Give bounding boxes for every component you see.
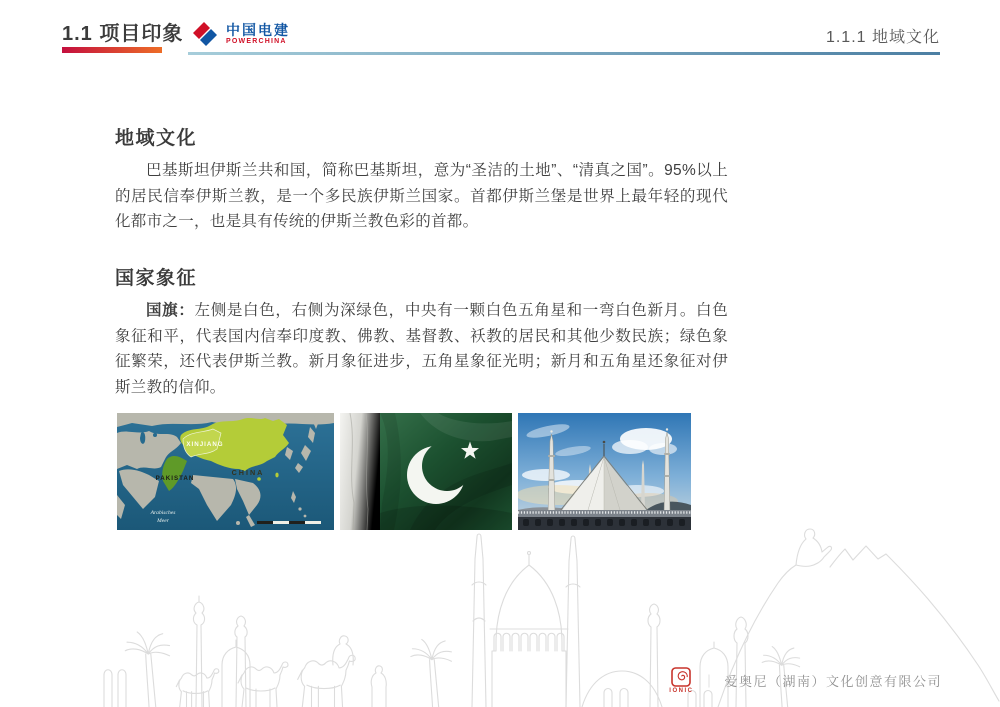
powerchina-logo-icon — [190, 19, 220, 49]
footer-brand — [669, 667, 942, 694]
paragraph-regional-culture: 巴基斯坦伊斯兰共和国，简称巴基斯坦，意为“圣洁的土地”、“清真之国”。95%以上的居民信奉伊斯兰教，是一个多民族伊斯兰国家。首都伊斯兰堡是世界上最年轻的现代化都市之一，也是具有传统的伊斯兰教色彩的首都。 — [115, 162, 728, 231]
palm-tree-outline-1 — [125, 632, 169, 707]
footer-separator: ｜ — [702, 674, 716, 689]
ionic-spiral-icon — [671, 667, 691, 687]
title-accent-bar — [62, 47, 162, 53]
powerchina-logo — [190, 19, 290, 49]
company-name: 爱奥尼（湖南）文化创意有限公司 — [724, 674, 942, 689]
pakistan-location-map-image — [117, 413, 334, 530]
standing-person-outline — [371, 666, 386, 707]
paragraph-national-flag — [115, 298, 728, 401]
map-label-xinjiang: XINJIANG — [186, 441, 224, 448]
map-scale-bar — [257, 521, 321, 524]
flag-lead-label: 国旗： — [146, 302, 195, 319]
heading-regional-culture: 地域文化 — [115, 128, 198, 149]
page-title: 1.1 项目印象 — [62, 23, 184, 45]
powerchina-logo-cn: 中国电建 — [226, 21, 290, 38]
ionic-logo-text: IONIC — [669, 688, 694, 694]
map-label-china: CHINA — [231, 468, 265, 477]
map-label-arabian-sea-1: Arabisches — [150, 510, 176, 516]
palm-tree-outline-2 — [411, 639, 452, 707]
pakistan-flag-image — [340, 413, 512, 530]
small-mosque-outline — [193, 596, 250, 707]
camel-outline-1 — [176, 669, 219, 707]
map-label-arabian-sea-2: Meer — [157, 518, 169, 524]
image-row — [117, 413, 691, 530]
subsection-title: 1.1.1 地域文化 — [825, 29, 940, 46]
flag-paragraph-text: 左侧是白色，右侧为深绿色，中央有一颗白色五角星和一弯白色新月。白色象征和平，代表国内信奉印度教、佛教、基督教、袄教的居民和其他少数民族；绿色象征繁荣，还代表伊斯兰教。新月象征进步，五角星象征光明；新月和五角星还象征对伊斯兰教的信仰。 — [115, 302, 728, 397]
header-divider — [188, 52, 940, 55]
arch-outline — [104, 670, 126, 707]
map-label-pakistan: PAKISTAN — [155, 475, 195, 482]
heading-national-symbols: 国家象征 — [115, 268, 198, 289]
seated-figure-outline — [796, 529, 831, 566]
faisal-mosque-image — [518, 413, 691, 530]
grand-mosque-outline — [472, 534, 662, 707]
ionic-logo — [669, 667, 693, 694]
powerchina-logo-en: POWERCHINA — [226, 37, 287, 45]
camel-with-rider-outline — [298, 636, 356, 707]
